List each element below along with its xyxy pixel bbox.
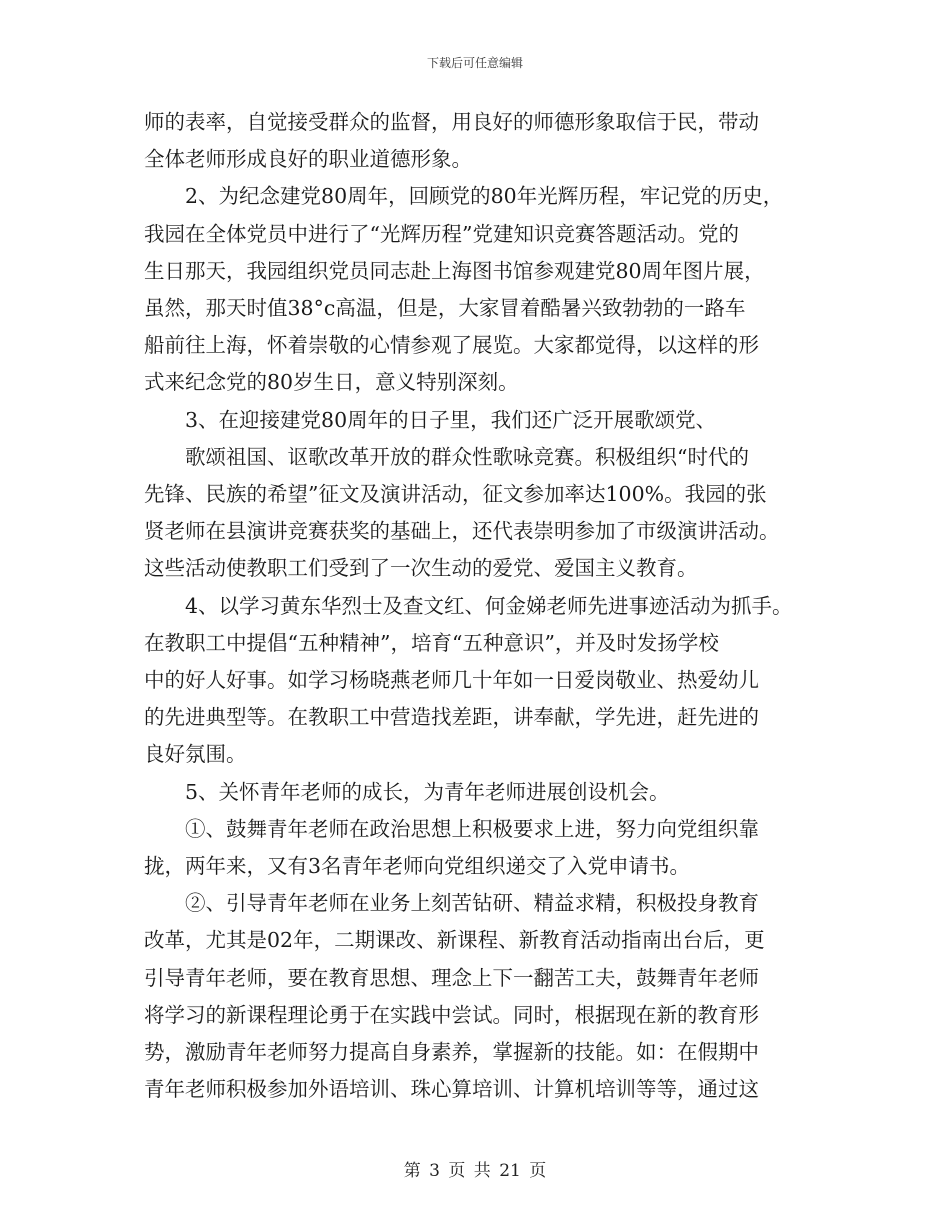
text-line: 船前往上海，怀着崇敬的心情参观了展览。大家都觉得，以这样的形 bbox=[144, 333, 759, 358]
text-line: 师的表率，自觉接受群众的监督，用良好的师德形象取信于民，带动 bbox=[144, 110, 759, 134]
text-line: 歌颂祖国、讴歌改革开放的群众性歌咏竞赛。积极组织“时代的 bbox=[185, 444, 749, 469]
text-line: 改革，尤其是02年，二期课改、新课程、新教育活动指南出台后，更 bbox=[144, 928, 765, 953]
text-line: 在教职工中提倡“五种精神”，培育“五种意识”，并及时发扬学校 bbox=[144, 630, 719, 655]
page-number: 第 3 页 共 21 页 bbox=[403, 1161, 547, 1181]
text-line: 拢，两年来，又有3名青年老师向党组织递交了入党申请书。 bbox=[144, 854, 691, 878]
text-line: 青年老师积极参加外语培训、珠心算培训、计算机培训等等，通过这 bbox=[144, 1077, 759, 1102]
text-line: 中的好人好事。如学习杨晓燕老师几十年如一日爱岗敬业、热爱幼儿 bbox=[144, 668, 759, 692]
text-line: 我园在全体党员中进行了“光辉历程”党建知识竞赛答题活动。党的 bbox=[144, 221, 739, 246]
text-line: 引导青年老师，要在教育思想、理念上下一翻苦工夫，鼓舞青年老师 bbox=[144, 965, 759, 990]
text-line: 3、在迎接建党80周年的日子里，我们还广泛开展歌颂党、 bbox=[185, 407, 717, 432]
text-line: ①、鼓舞青年老师在政治思想上积极要求上进，努力向党组织靠 bbox=[185, 816, 759, 841]
text-line: 良好氛围。 bbox=[144, 742, 247, 767]
text-line: 将学习的新课程理论勇于在实践中尝试。同时，根据现在新的教育形 bbox=[144, 1002, 759, 1027]
text-line: 式来纪念党的80岁生日，意义特别深刻。 bbox=[144, 370, 519, 395]
text-line: 全体老师形成良好的职业道德形象。 bbox=[144, 147, 472, 172]
text-line: 贤老师在县演讲竞赛获奖的基础上，还代表崇明参加了市级演讲活动。 bbox=[144, 519, 780, 544]
text-line: 生日那天，我园组织党员同志赴上海图书馆参观建党80周年图片展， bbox=[144, 258, 765, 283]
text-line: 4、以学习黄东华烈士及查文红、何金娣老师先进事迹活动为抓手。 bbox=[185, 593, 793, 618]
text-line: 虽然，那天时值38°c高温，但是，大家冒着酷暑兴致勃勃的一路车 bbox=[144, 296, 746, 320]
text-line: ②、引导青年老师在业务上刻苦钻研、精益求精，积极投身教育 bbox=[185, 891, 759, 916]
text-line: 2、为纪念建党80周年，回顾党的80年光辉历程，牢记党的历史， bbox=[185, 184, 784, 209]
text-line: 5、关怀青年老师的成长，为青年老师进展创设机会。 bbox=[185, 779, 670, 804]
text-line: 先锋、民族的希望”征文及演讲活动，征文参加率达100%。我园的张 bbox=[144, 482, 767, 506]
text-line: 势，激励青年老师努力提高自身素养，掌握新的技能。如：在假期中 bbox=[144, 1040, 759, 1064]
page-header: 下载后可任意编辑 bbox=[426, 56, 523, 70]
text-line: 的先进典型等。在教职工中营造找差距，讲奉献，学先进，赶先进的 bbox=[144, 705, 759, 730]
text-line: 这些活动使教职工们受到了一次生动的爱党、爱国主义教育。 bbox=[144, 556, 698, 581]
